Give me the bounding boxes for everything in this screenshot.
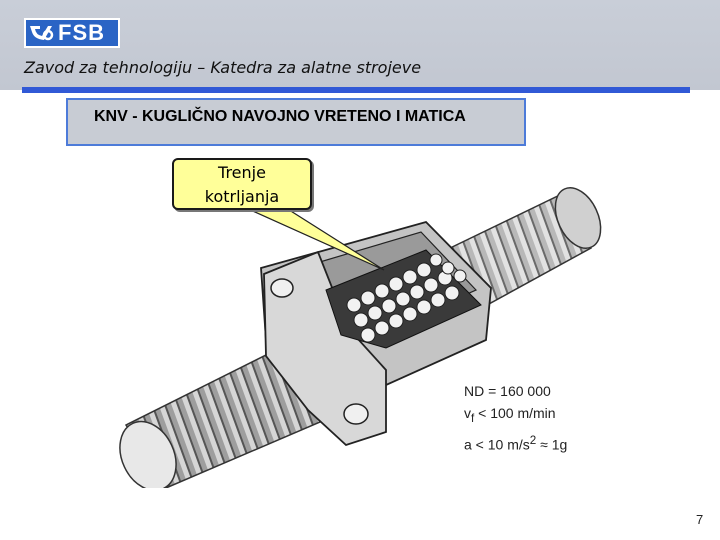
spec-list xyxy=(464,380,567,455)
spec-feed-subscript: f xyxy=(471,411,475,425)
spec-acc-superscript: 2 xyxy=(529,433,537,447)
fsb-logo xyxy=(24,18,120,48)
slide-title: KNV - KUGLIČNO NAVOJNO VRETENO I MATICA xyxy=(94,108,466,125)
logo-text: FSB xyxy=(58,20,105,45)
spec-feed-symbol: v xyxy=(464,405,471,421)
page-number: 7 xyxy=(696,512,704,527)
spec-acceleration xyxy=(464,430,567,456)
spec-nd: ND = 160 000 xyxy=(464,383,551,399)
spec-feed-value: < 100 m/min xyxy=(474,405,556,421)
rolling-friction-callout xyxy=(172,158,312,210)
callout-line-1: Trenje xyxy=(218,163,266,182)
header-band xyxy=(0,0,720,90)
callout-line-2: kotrljanja xyxy=(204,187,280,206)
header-rule xyxy=(22,87,690,93)
spec-acc-value: a < 10 m/s xyxy=(464,436,530,453)
department-subtitle: Zavod za tehnologiju – Katedra za alatne strojeve xyxy=(24,58,422,77)
slide-title-box xyxy=(66,98,526,146)
fsb-emblem-icon xyxy=(26,20,56,46)
spec-feed-rate xyxy=(464,402,567,430)
spec-acc-approx: ≈ 1g xyxy=(536,436,568,453)
